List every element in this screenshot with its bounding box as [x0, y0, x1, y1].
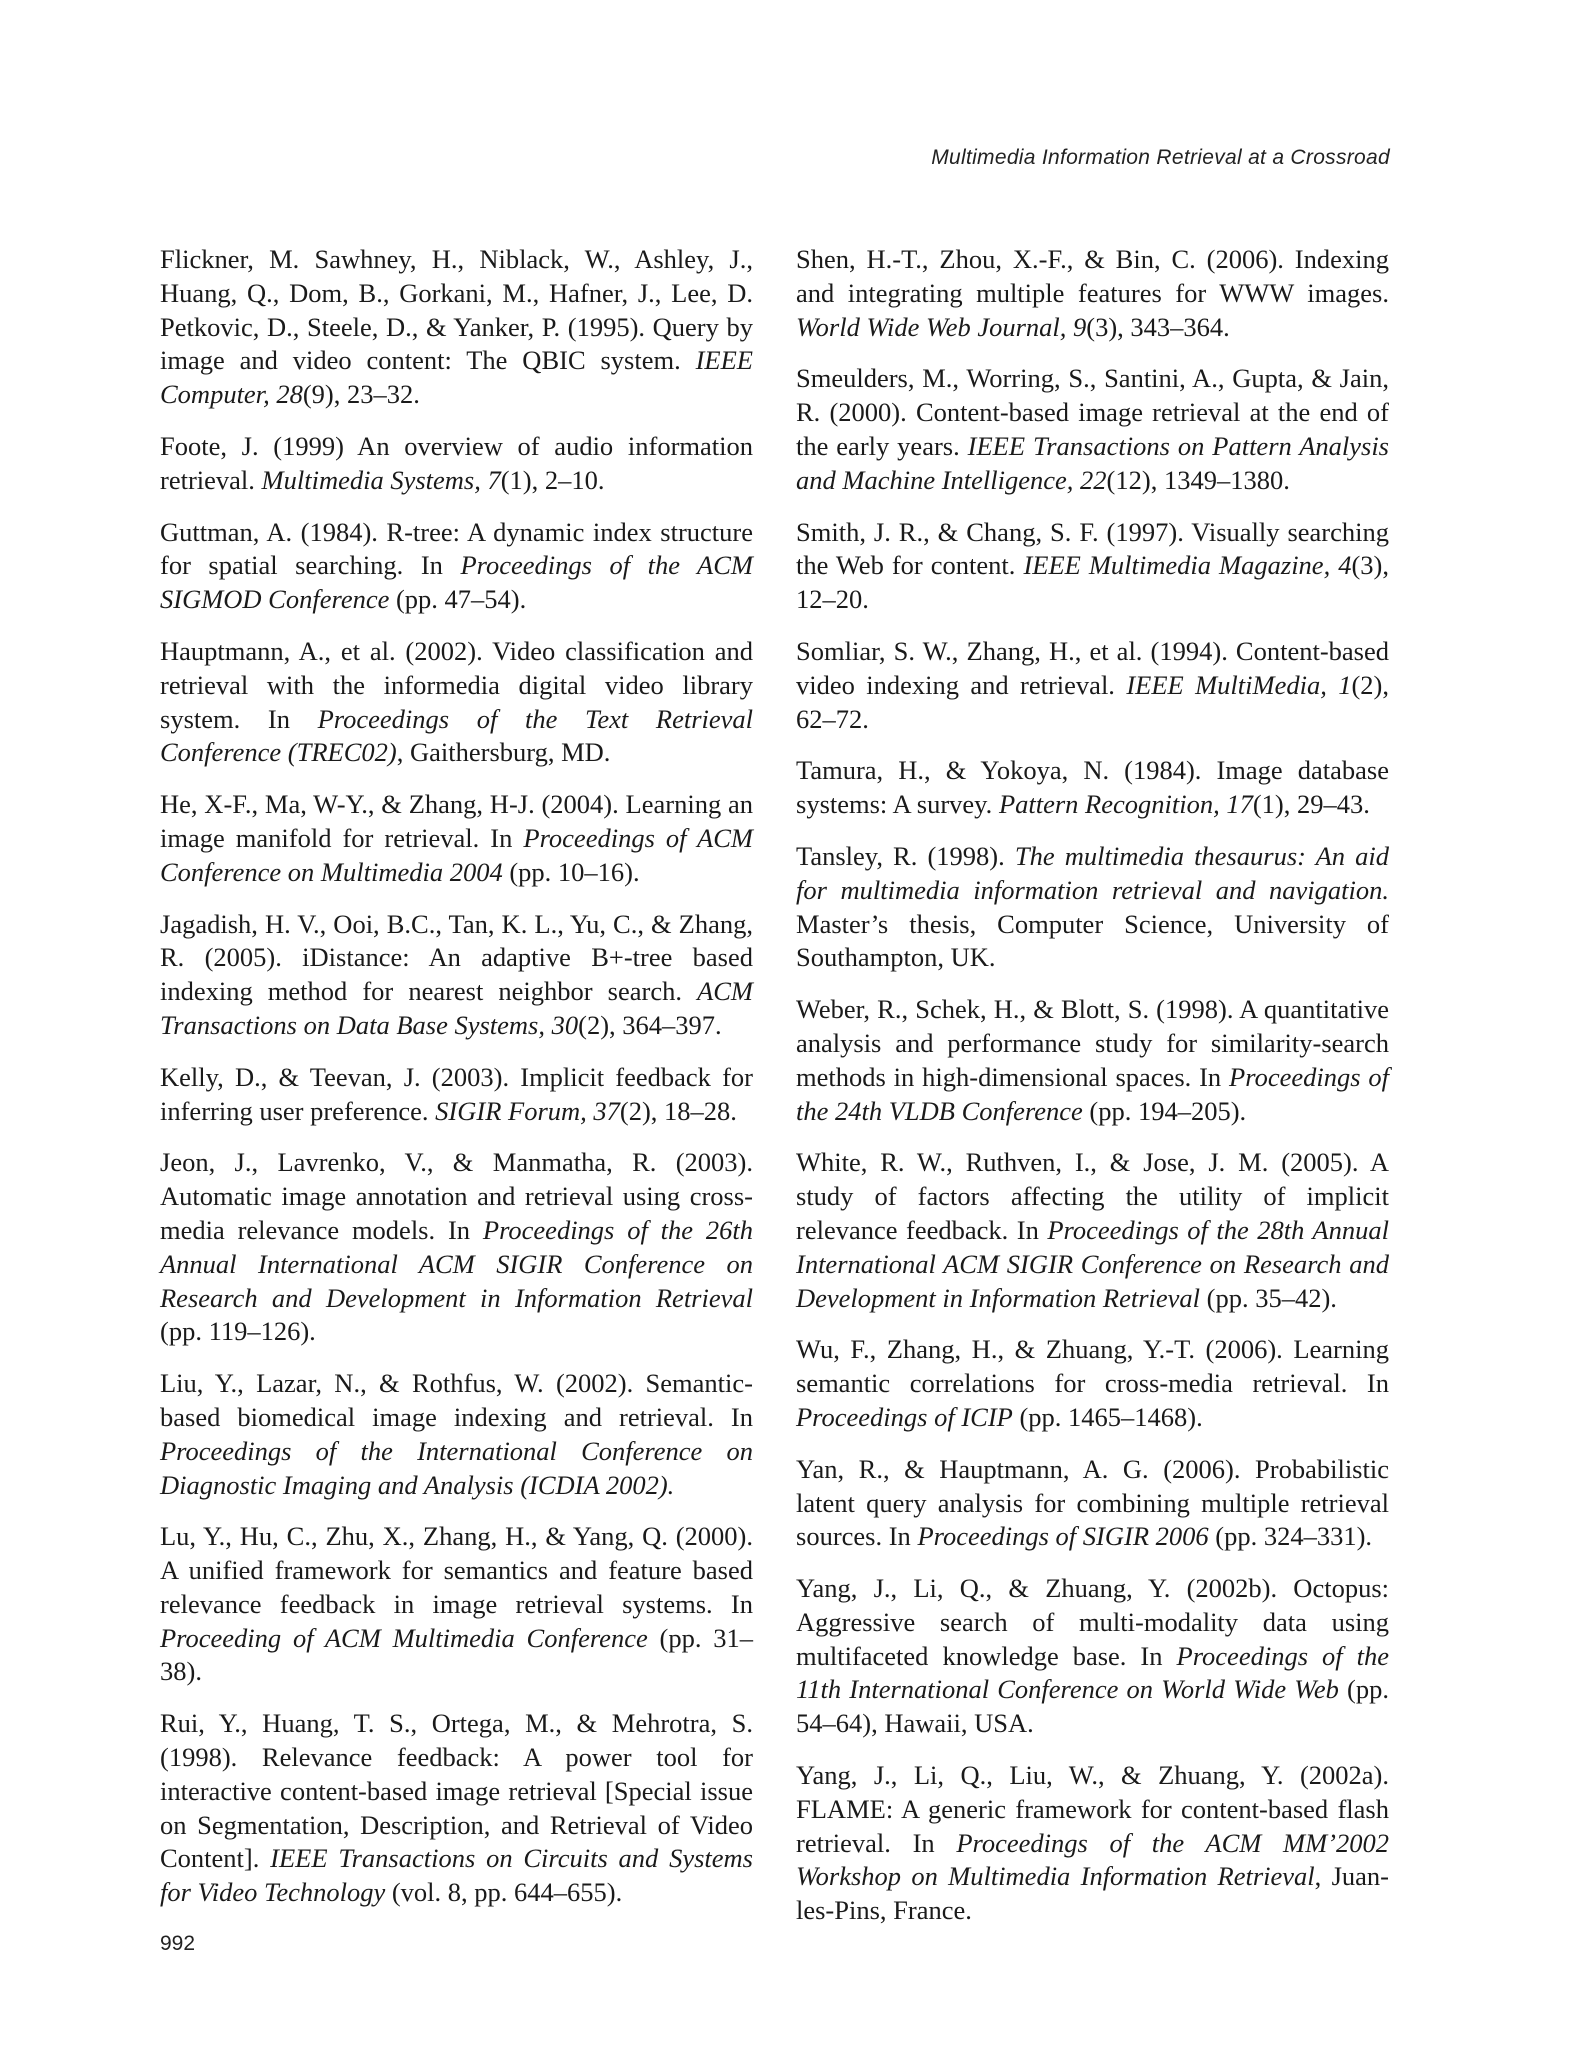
- reference-entry: Liu, Y., Lazar, N., & Rothfus, W. (2002). Semantic-based biomedical image indexing and retrieval. In Proceedings of the International Conference on Diagnostic Imaging and Analysis (ICDIA 2002).: [160, 1368, 753, 1500]
- reference-entry: Rui, Y., Huang, T. S., Ortega, M., & Mehrotra, S. (1998). Relevance feedback: A power tool for interactive content-based image retrieval [Special issue on Segmentation, Description, and Retrieval of Video Content]. IEEE Transactions on Circuits and Systems for Video Technology (vol. 8, pp. 644–655).: [160, 1708, 753, 1908]
- reference-entry: Hauptmann, A., et al. (2002). Video classification and retrieval with the informedia digital video library system. In Proceedings of the Text Retrieval Conference (TREC02), Gaithersburg, MD.: [160, 635, 754, 768]
- reference-entry: Flickner, M. Sawhney, H., Niblack, W., Ashley, J., Huang, Q., Dom, B., Gorkani, M., Hafner, J., Lee, D. Petkovic, D., Steele, D., & Yanker, P. (1995). Query by image and video content: The QBIC system. IEEE Computer, 28(9), 23–32.: [160, 244, 753, 410]
- reference-entry: Guttman, A. (1984). R-tree: A dynamic index structure for spatial searching. In Proceedings of the ACM SIGMOD Conference (pp. 47–54).: [160, 516, 753, 615]
- reference-entry: Wu, F., Zhang, H., & Zhuang, Y.-T. (2006). Learning semantic correlations for cross-media retrieval. In Proceedings of ICIP (pp. 1465–1468).: [796, 1334, 1389, 1432]
- reference-entry: Somliar, S. W., Zhang, H., et al. (1994). Content-based video indexing and retrieval. IEEE MultiMedia, 1(2), 62–72.: [796, 635, 1390, 734]
- reference-entry: Jagadish, H. V., Ooi, B.C., Tan, K. L., Yu, C., & Zhang, R. (2005). iDistance: An adaptive B+-tree based indexing method for nearest neighbor search. ACM Transactions on Data Base Systems, 30(2), 364–397.: [160, 908, 753, 1040]
- reference-entry: Tansley, R. (1998). The multimedia thesaurus: An aid for multimedia information retrieval and navigation. Master’s thesis, Computer Science, University of Southampton, UK.: [796, 840, 1390, 973]
- reference-entry: Jeon, J., Lavrenko, V., & Manmatha, R. (2003). Automatic image annotation and retrieval using cross-media relevance models. In Proceedings of the 26th Annual International ACM SIGIR Conference on Research and Development in Information Retrieval (pp. 119–126).: [160, 1147, 754, 1347]
- references-left-column: [160, 243, 753, 1928]
- reference-entry: Kelly, D., & Teevan, J. (2003). Implicit feedback for inferring user preference. SIGIR Forum, 37(2), 18–28.: [160, 1061, 753, 1126]
- references-right-column: [796, 243, 1389, 1946]
- reference-entry: Smeulders, M., Worring, S., Santini, A., Gupta, & Jain, R. (2000). Content-based image retrieval at the end of the early years. IEEE Transactions on Pattern Analysis and Machine Intelligence, 22(12), 1349–1380.: [796, 363, 1389, 495]
- reference-entry: Yang, J., Li, Q., Liu, W., & Zhuang, Y. (2002a). FLAME: A generic framework for content-based flash retrieval. In Proceedings of the ACM MM’2002 Workshop on Multimedia Information Retrieval, Juan-les-Pins, France.: [796, 1760, 1389, 1926]
- reference-entry: Yang, J., Li, Q., & Zhuang, Y. (2002b). Octopus: Aggressive search of multi-modality data using multifaceted knowledge base. In Proceedings of the 11th International Conference on World Wide Web (pp. 54–64), Hawaii, USA.: [796, 1573, 1390, 1739]
- reference-entry: White, R. W., Ruthven, I., & Jose, J. M. (2005). A study of factors affecting the utility of implicit relevance feedback. In Proceedings of the 28th Annual International ACM SIGIR Conference on Research and Development in Information Retrieval (pp. 35–42).: [796, 1147, 1389, 1313]
- page-number: 992: [160, 1932, 196, 1955]
- reference-entry: Foote, J. (1999) An overview of audio information retrieval. Multimedia Systems, 7(1), 2–10.: [160, 430, 753, 495]
- reference-entry: Shen, H.-T., Zhou, X.-F., & Bin, C. (2006). Indexing and integrating multiple features for WWW images. World Wide Web Journal, 9(3), 343–364.: [796, 244, 1389, 342]
- reference-entry: Yan, R., & Hauptmann, A. G. (2006). Probabilistic latent query analysis for combining multiple retrieval sources. In Proceedings of SIGIR 2006 (pp. 324–331).: [796, 1453, 1389, 1552]
- reference-entry: Weber, R., Schek, H., & Blott, S. (1998). A quantitative analysis and performance study for similarity-search methods in high-dimensional spaces. In Proceedings of the 24th VLDB Conference (pp. 194–205).: [796, 994, 1389, 1126]
- reference-entry: Lu, Y., Hu, C., Zhu, X., Zhang, H., & Yang, Q. (2000). A unified framework for semantics and feature based relevance feedback in image retrieval systems. In Proceeding of ACM Multimedia Conference (pp. 31–38).: [160, 1521, 754, 1687]
- reference-entry: Smith, J. R., & Chang, S. F. (1997). Visually searching the Web for content. IEEE Multimedia Magazine, 4(3), 12–20.: [796, 516, 1389, 615]
- reference-entry: He, X-F., Ma, W-Y., & Zhang, H-J. (2004). Learning an image manifold for retrieval. In Proceedings of ACM Conference on Multimedia 2004 (pp. 10–16).: [160, 789, 753, 887]
- running-header: Multimedia Information Retrieval at a Crossroad: [931, 146, 1390, 169]
- reference-entry: Tamura, H., & Yokoya, N. (1984). Image database systems: A survey. Pattern Recognition, 17(1), 29–43.: [796, 755, 1389, 820]
